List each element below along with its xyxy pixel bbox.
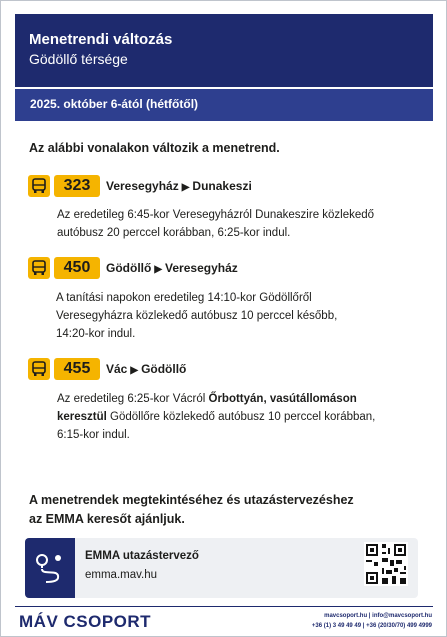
route-323-description bbox=[57, 206, 429, 242]
arrow-right-icon: ▶ bbox=[181, 182, 190, 193]
qr-code-icon bbox=[364, 542, 408, 586]
route-destination: Dunakeszi bbox=[192, 179, 252, 193]
date-band bbox=[15, 89, 433, 121]
route-number: 450 bbox=[54, 257, 100, 279]
route-direction bbox=[106, 362, 186, 376]
desc-line: 14:20-kor indul. bbox=[56, 328, 136, 340]
desc-line: Az eredetileg 6:45-kor Veresegyházról Dunakeszire közlekedő bbox=[57, 209, 375, 221]
desc-text: Gödöllőre közlekedő autóbusz 10 perccel korábban, bbox=[106, 411, 376, 423]
route-origin: Vác bbox=[106, 362, 128, 376]
emma-box[interactable] bbox=[25, 538, 418, 598]
recommendation bbox=[29, 491, 429, 529]
arrow-right-icon: ▶ bbox=[130, 365, 139, 376]
desc-line bbox=[57, 408, 429, 426]
route-origin: Gödöllő bbox=[106, 261, 152, 275]
emma-title: EMMA utazástervező bbox=[85, 550, 199, 562]
desc-line: A tanítási napokon eredetileg 14:10-kor Gödöllőről bbox=[56, 292, 312, 304]
header-subtitle: Gödöllő térsége bbox=[29, 51, 128, 67]
desc-emphasis: Őrbottyán, vasútállomáson bbox=[208, 393, 357, 405]
desc-line bbox=[57, 390, 429, 408]
route-origin: Veresegyház bbox=[106, 179, 179, 193]
route-destination: Gödöllő bbox=[141, 362, 187, 376]
route-number: 455 bbox=[54, 358, 100, 380]
bus-icon bbox=[28, 257, 50, 279]
desc-line: 6:15-kor indul. bbox=[57, 429, 130, 441]
route-direction bbox=[106, 179, 252, 193]
header bbox=[15, 14, 433, 87]
bus-icon bbox=[28, 175, 50, 197]
route-450-description bbox=[56, 289, 428, 343]
desc-text: Az eredetileg 6:25-kor Vácról bbox=[57, 393, 209, 405]
contact-web-email: mavcsoport.hu | info@mavcsoport.hu bbox=[324, 613, 432, 619]
arrow-right-icon: ▶ bbox=[154, 264, 163, 275]
footer-divider bbox=[15, 606, 433, 607]
route-destination: Veresegyház bbox=[165, 261, 238, 275]
effective-date: 2025. október 6-ától (hétfőtől) bbox=[30, 97, 199, 111]
emma-url-link[interactable]: emma.mav.hu bbox=[85, 569, 158, 581]
intro-text: Az alábbi vonalakon változik a menetrend. bbox=[29, 141, 280, 155]
desc-emphasis: keresztül bbox=[57, 411, 107, 423]
recommend-line: A menetrendek megtekintéséhez és utazástervezéshez bbox=[29, 493, 354, 507]
contact-phones: +36 (1) 3 49 49 49 | +36 (20/30/70) 499 4999 bbox=[311, 623, 432, 629]
mav-csoport-logo: MÁV CSOPORT bbox=[19, 612, 152, 631]
route-direction bbox=[106, 261, 238, 275]
route-455-description bbox=[57, 390, 429, 444]
desc-line: autóbusz 20 perccel korábban, 6:25-kor indul. bbox=[57, 227, 291, 239]
bus-icon bbox=[28, 358, 50, 380]
header-title: Menetrendi változás bbox=[29, 31, 173, 48]
route-number: 323 bbox=[54, 175, 100, 197]
desc-line: Veresegyházra közlekedő autóbusz 10 perccel később, bbox=[56, 310, 338, 322]
emma-logo-icon bbox=[25, 538, 75, 598]
recommend-line: az EMMA keresőt ajánljuk. bbox=[29, 512, 185, 526]
